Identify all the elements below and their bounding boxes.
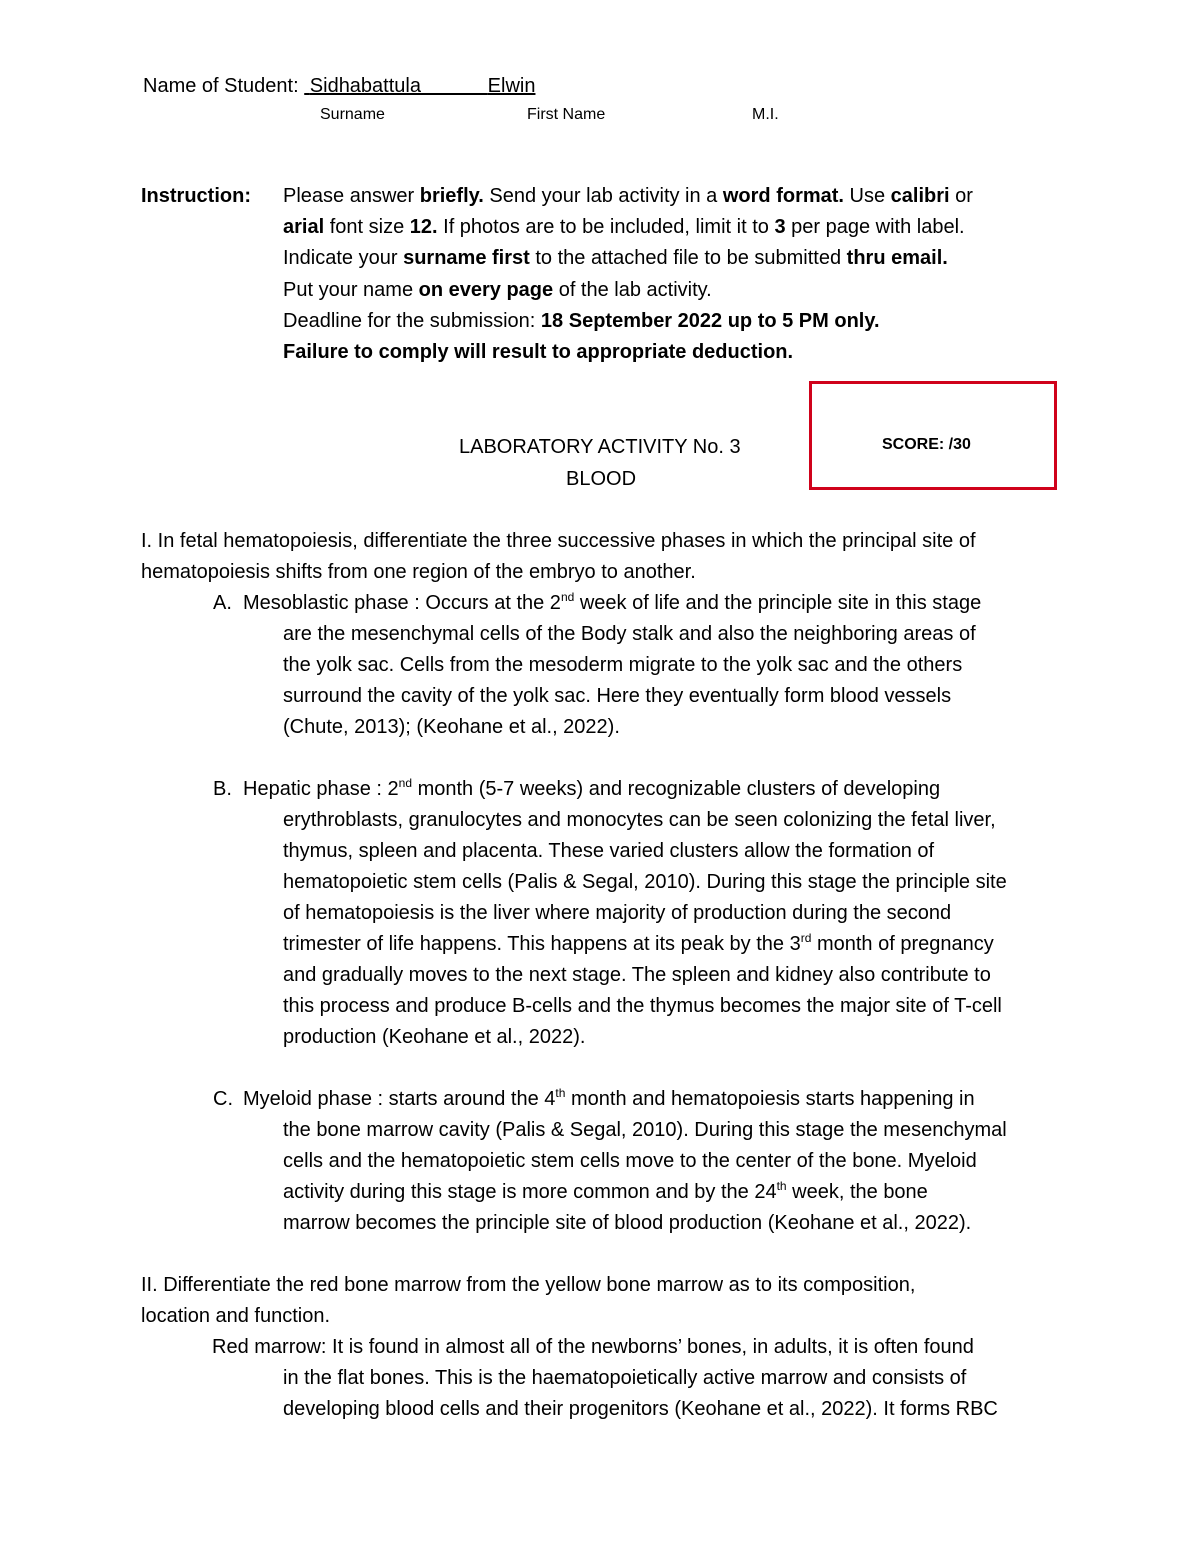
q1-a-line-5: (Chute, 2013); (Keohane et al., 2022). — [283, 716, 620, 738]
q1-b-line-5: of hematopoiesis is the liver where majority of production during the second — [283, 902, 952, 924]
q1-prompt-line-2: hematopoiesis shifts from one region of the embryo to another. — [141, 561, 696, 583]
q2-prompt-line-2: location and function. — [141, 1305, 331, 1327]
q1-b-line-2: erythroblasts, granulocytes and monocytes can be seen colonizing the fetal liver, — [283, 809, 996, 831]
instruction-line-5: Deadline for the submission: 18 September 2022 up to 5 PM only. — [283, 310, 880, 332]
first-name-caption: First Name — [527, 106, 606, 123]
q2-red-marrow-line-3: developing blood cells and their progenitors (Keohane et al., 2022). It forms RBC — [283, 1398, 998, 1420]
q1-a-line-1: Mesoblastic phase : Occurs at the 2nd week of life and the principle site in this stage — [243, 590, 982, 614]
name-label: Name of Student: — [143, 75, 299, 97]
q1-b-line-3: thymus, spleen and placenta. These varied clusters allow the formation of — [283, 840, 935, 862]
q1-b-line-9: production (Keohane et al., 2022). — [283, 1026, 586, 1048]
q2-red-marrow-line-2: in the flat bones. This is the haematopoietically active marrow and consists of — [283, 1367, 967, 1389]
q1-b-line-8: this process and produce B-cells and the thymus becomes the major site of T-cell — [283, 995, 1002, 1017]
list-marker-c: C. — [213, 1088, 233, 1110]
score-box — [809, 381, 1057, 490]
instruction-line-6: Failure to comply will result to appropriate deduction. — [283, 341, 794, 363]
activity-title: LABORATORY ACTIVITY No. 3 — [459, 436, 741, 458]
q1-a-line-4: surround the cavity of the yolk sac. Here they eventually form blood vessels — [283, 685, 952, 707]
instruction-line-4: Put your name on every page of the lab activity. — [283, 279, 712, 301]
q1-a-line-3: the yolk sac. Cells from the mesoderm migrate to the yolk sac and the others — [283, 654, 963, 676]
q1-c-line-5: marrow becomes the principle site of blood production (Keohane et al., 2022). — [283, 1212, 972, 1234]
list-marker-a: A. — [213, 592, 232, 614]
student-name-line — [143, 74, 535, 98]
instruction-label: Instruction: — [141, 185, 251, 207]
q1-prompt-line-1: I. In fetal hematopoiesis, differentiate the three successive phases in which the principal site of — [141, 530, 976, 552]
activity-subtitle: BLOOD — [566, 468, 637, 490]
q1-c-line-2: the bone marrow cavity (Palis & Segal, 2010). During this stage the mesenchymal — [283, 1119, 1007, 1141]
q1-a-line-2: are the mesenchymal cells of the Body stalk and also the neighboring areas of — [283, 623, 976, 645]
instruction-line-3: Indicate your surname first to the attached file to be submitted thru email. — [283, 247, 948, 269]
list-marker-b: B. — [213, 778, 232, 800]
instruction-line-1: Please answer briefly. Send your lab activity in a word format. Use calibri or — [283, 185, 973, 207]
q1-c-line-4: activity during this stage is more common and by the 24th week, the bone — [283, 1179, 928, 1203]
q1-b-line-4: hematopoietic stem cells (Palis & Segal, 2010). During this stage the principle site — [283, 871, 1007, 893]
surname-caption: Surname — [320, 106, 385, 123]
instruction-line-2: arial font size 12. If photos are to be included, limit it to 3 per page with label. — [283, 216, 965, 238]
q2-red-marrow-line-1: Red marrow: It is found in almost all of the newborns’ bones, in adults, it is often found — [212, 1336, 974, 1358]
score-label: SCORE: /30 — [882, 436, 971, 453]
q1-b-line-6: trimester of life happens. This happens at its peak by the 3rd month of pregnancy — [283, 931, 994, 955]
q1-c-line-1: Myeloid phase : starts around the 4th month and hematopoiesis starts happening in — [243, 1086, 975, 1110]
q1-c-line-3: cells and the hematopoietic stem cells move to the center of the bone. Myeloid — [283, 1150, 977, 1172]
q2-prompt-line-1: II. Differentiate the red bone marrow from the yellow bone marrow as to its composition, — [141, 1274, 916, 1296]
q1-b-line-1: Hepatic phase : 2nd month (5-7 weeks) and recognizable clusters of developing — [243, 776, 941, 800]
first-name-value: Elwin — [487, 75, 536, 97]
mi-caption: M.I. — [752, 106, 779, 123]
q1-b-line-7: and gradually moves to the next stage. The spleen and kidney also contribute to — [283, 964, 991, 986]
surname-value: Sidhabattula Elwin — [309, 75, 536, 97]
